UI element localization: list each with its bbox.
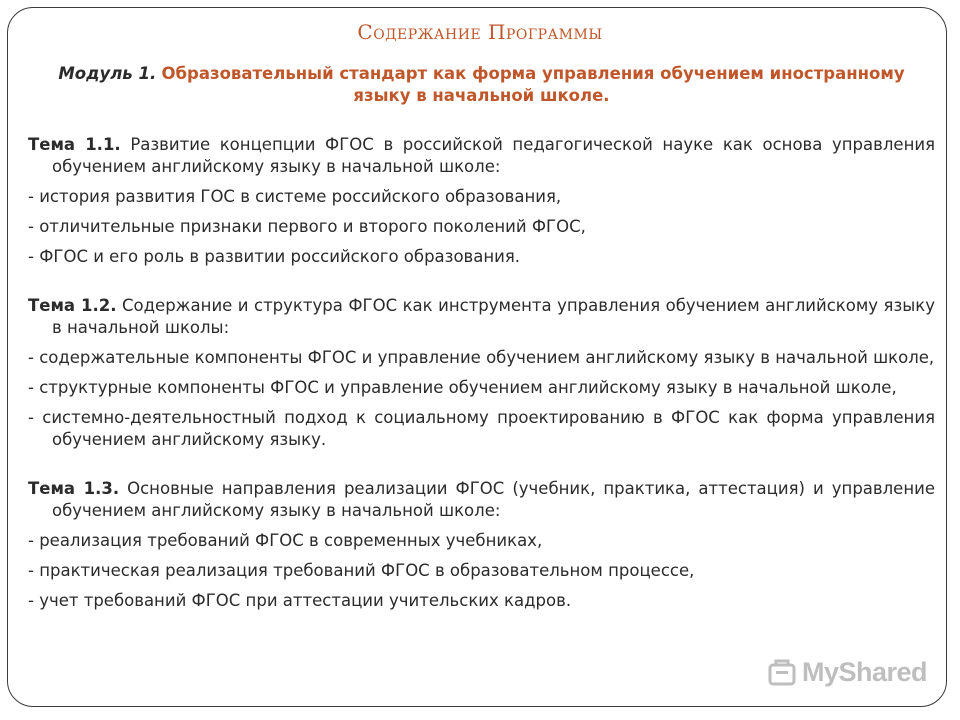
list-item: - содержательные компоненты ФГОС и управление обучением английскому языку в начальной школе, bbox=[28, 348, 935, 367]
topic-1-3 bbox=[28, 478, 935, 612]
slide-title: Содержание Программы bbox=[357, 20, 603, 44]
slide-content bbox=[28, 63, 935, 612]
topic-text: Содержание и структура ФГОС как инструмента управления обучением английскому языку в начальной школы: bbox=[52, 296, 935, 337]
list-item: - история развития ГОС в системе российского образования, bbox=[28, 187, 562, 206]
watermark bbox=[766, 656, 927, 688]
topic-label: Тема 1.1. bbox=[28, 135, 121, 154]
list-item: - учет требований ФГОС при аттестации учительских кадров. bbox=[28, 591, 572, 610]
list-item: - реализация требований ФГОС в современных учебниках, bbox=[28, 531, 543, 550]
topic-text: Основные направления реализации ФГОС (учебник, практика, аттестация) и управление обучением английскому языку в начальной школе: bbox=[52, 479, 935, 520]
list-item: - отличительные признаки первого и второго поколений ФГОС, bbox=[28, 217, 586, 236]
topic-label: Тема 1.3. bbox=[28, 479, 120, 498]
module-heading bbox=[28, 63, 935, 107]
watermark-text: MyShared bbox=[802, 656, 928, 687]
topic-label: Тема 1.2. bbox=[28, 296, 117, 315]
list-item: - практическая реализация требований ФГОС в образовательном процессе, bbox=[28, 561, 695, 580]
list-item: - системно-деятельностный подход к социальному проектированию в ФГОС как форма управления обучением английскому языку. bbox=[28, 408, 935, 449]
module-title: Образовательный стандарт как форма управления обучением иностранному языку в начальной школе. bbox=[161, 64, 905, 105]
topic-1-1 bbox=[28, 134, 935, 268]
list-item: - структурные компоненты ФГОС и управление обучением английскому языку в начальной школе, bbox=[28, 378, 897, 397]
topic-text: Развитие концепции ФГОС в российской педагогической науке как основа управления обучением английскому языку в начальной школе: bbox=[52, 135, 936, 176]
list-item: - ФГОС и его роль в развитии российского образования. bbox=[28, 247, 521, 266]
module-label: Модуль 1. bbox=[58, 64, 157, 83]
myshared-logo-icon bbox=[766, 656, 798, 688]
topic-1-2 bbox=[28, 295, 935, 451]
